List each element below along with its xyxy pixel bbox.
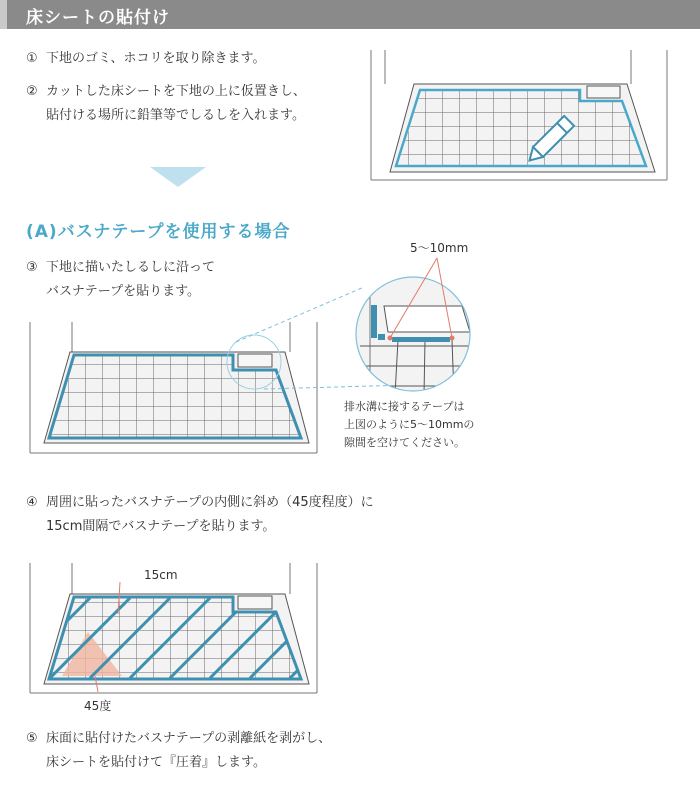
step-3: ③ 下地に描いたしるしに沿って バスナテープを貼ります。 <box>26 256 215 304</box>
step-1: ① 下地のゴミ、ホコリを取り除きます。 <box>26 51 266 66</box>
step-4: ④ 周囲に貼ったバスナテープの内側に斜め（45度程度）に 15cm間隔でバスナテープを貼ります。 <box>26 491 374 539</box>
floor-illustration-3 <box>0 563 370 693</box>
step-3-line1: 下地に描いたしるしに沿って <box>46 260 216 275</box>
angle-label: 45度 <box>84 699 112 713</box>
note-line3: 隙間を空けてください。 <box>344 436 465 449</box>
header-title: 床シートの貼付け <box>26 8 170 28</box>
drain-note <box>344 398 474 452</box>
step-4-line1: 周囲に貼ったバスナテープの内側に斜め（45度程度）に <box>46 495 374 510</box>
step-2: ② カットした床シートを下地の上に仮置きし、 貼付ける場所に鉛筆等でしるしを入れます。 <box>26 80 306 128</box>
note-line1: 排水溝に接するテープは <box>344 400 465 413</box>
note-line2: 上図のように5〜10mmの <box>344 418 475 431</box>
step-3-line2: バスナテープを貼ります。 <box>46 284 201 299</box>
down-arrow-icon <box>150 167 206 187</box>
step-2-line2: 貼付ける場所に鉛筆等でしるしを入れます。 <box>46 108 305 123</box>
zoom-circle <box>340 270 490 400</box>
step-2-line1: カットした床シートを下地の上に仮置きし、 <box>46 84 306 99</box>
step-5: ⑤ 床面に貼付けたバスナテープの剥離紙を剥がし、 床シートを貼付けて『圧着』します。 <box>26 727 331 775</box>
step-5-line1: 床面に貼付けたバスナテープの剥離紙を剥がし、 <box>46 731 332 746</box>
spacing-label: 15cm <box>144 568 178 582</box>
step-4-line2: 15cm間隔でバスナテープを貼ります。 <box>46 519 276 534</box>
gap-label: 5〜10mm <box>410 241 469 255</box>
floor-illustration-2 <box>30 322 317 453</box>
step-1-text: 下地のゴミ、ホコリを取り除きます。 <box>46 51 266 66</box>
section-a-title: (A)バスナテープを使用する場合 <box>26 222 291 242</box>
floor-illustration-1 <box>371 50 667 180</box>
step-5-line2: 床シートを貼付けて『圧着』します。 <box>46 755 266 770</box>
